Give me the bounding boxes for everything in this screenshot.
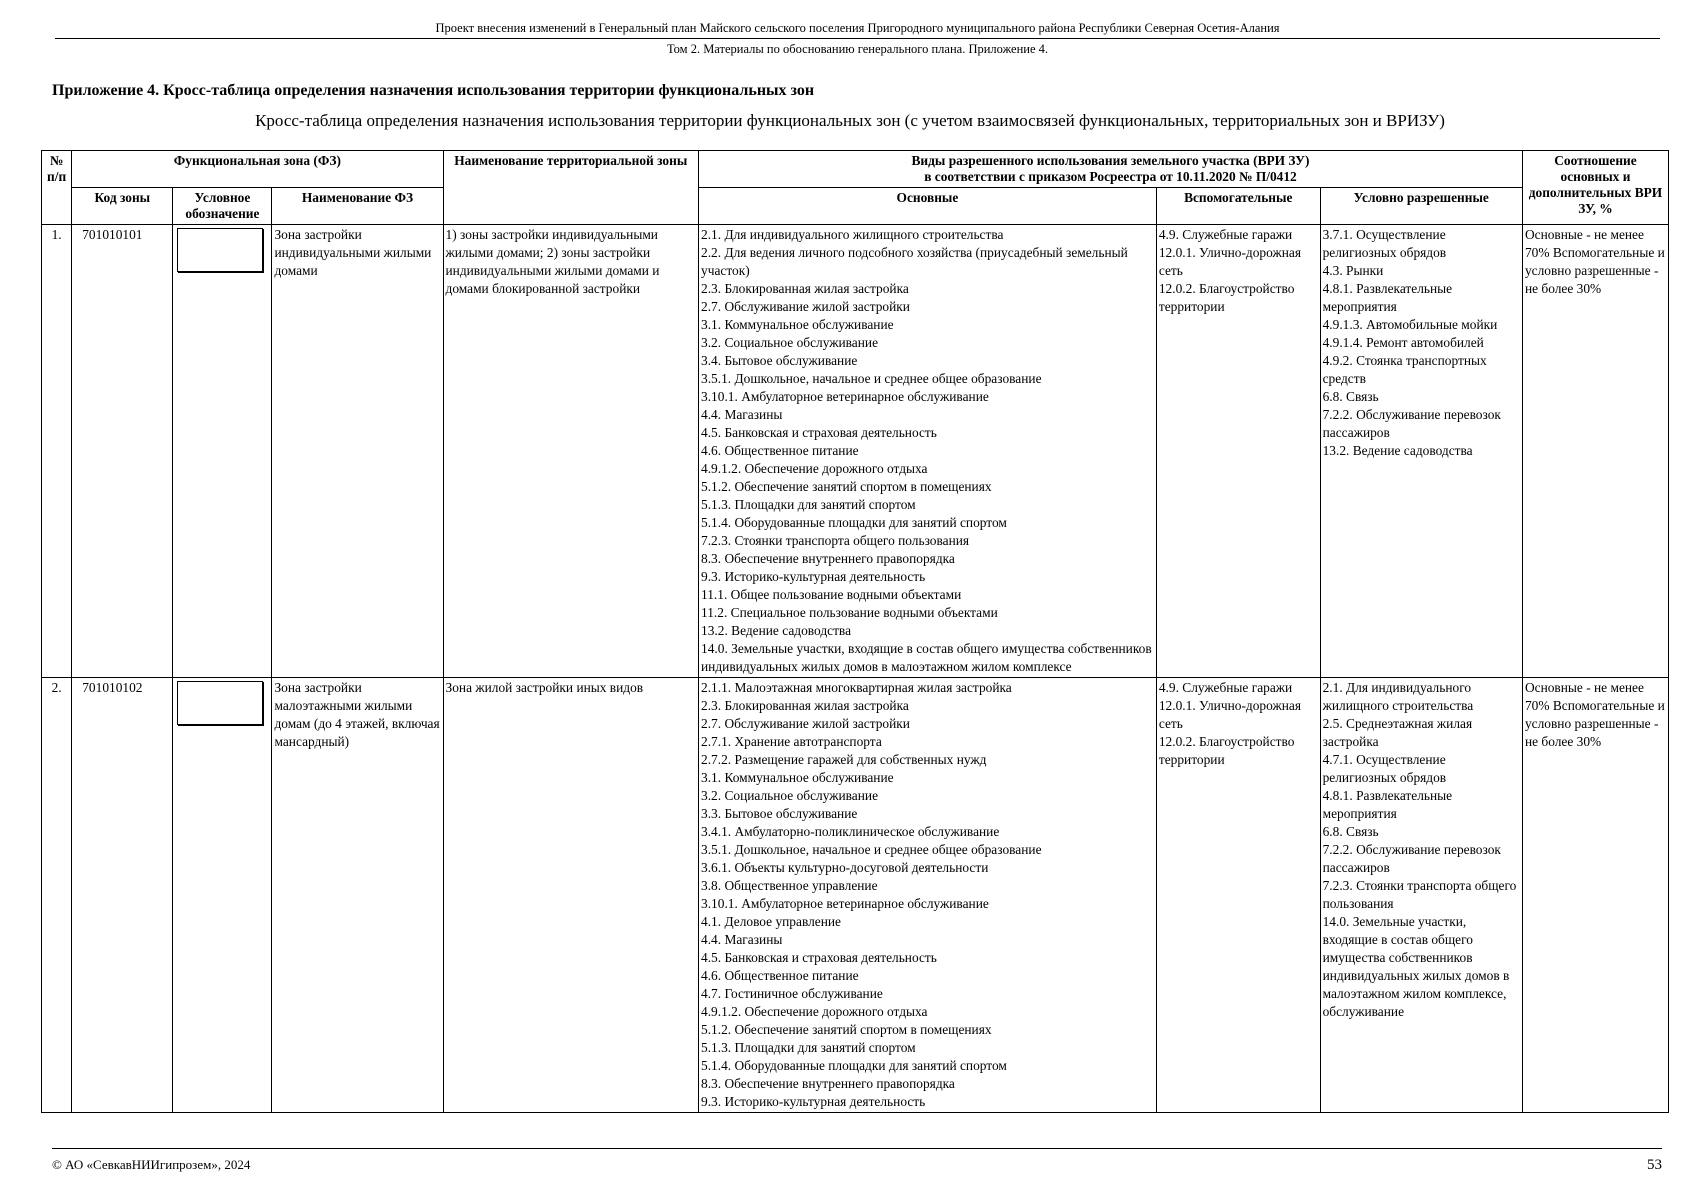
page-footer [52,1148,1662,1173]
table-row [42,678,1669,1113]
use-item: 4.8.1. Развлекательные мероприятия [1322,281,1453,314]
use-item: 4.6. Общественное питание [701,443,859,458]
use-item: 3.1. Коммунальное обслуживание [701,317,894,332]
use-item: 14.0. Земельные участки, входящие в состав общего имущества собственников индивидуальных жилых домов в малоэтажном жилом комплексе, обслуживание [1322,914,1510,1019]
use-item: 6.8. Связь [1322,389,1379,404]
use-item: 13.2. Ведение садоводства [1322,443,1473,458]
use-item: 4.9.2. Стоянка транспортных средств [1322,353,1487,386]
col-ratio-header: Соотношение основных и дополнительных ВРИ ЗУ, % [1522,151,1668,225]
col-num-header: № п/п [42,151,72,225]
use-item: 3.2. Социальное обслуживание [701,335,879,350]
use-item: 7.2.3. Стоянки транспорта общего пользования [1322,878,1517,911]
col-terr-zone-header: Наименование территориальной зоны [443,151,699,225]
header-project-title: Проект внесения изменений в Генеральный план Майского сельского поселения Пригородного муниципального района Республики Северная Осетия-Алания [55,20,1660,39]
use-item: 4.5. Банковская и страховая деятельность [701,425,937,440]
use-item: 3.10.1. Амбулаторное ветеринарное обслуживание [701,389,989,404]
page-header [55,20,1660,57]
use-item: 12.0.1. Улично-дорожная сеть [1158,245,1301,278]
col-fz-name-header: Наименование ФЗ [272,188,443,225]
use-item: 11.1. Общее пользование водными объектами [701,587,962,602]
row-num: 1. [42,225,72,678]
cross-table [41,150,1669,1113]
use-item: 2.7.1. Хранение автотранспорта [701,734,882,749]
main-uses [699,225,1157,678]
use-item: 7.2.2. Обслуживание перевозок пассажиров [1322,407,1501,440]
main-uses [699,678,1157,1113]
page-number: 53 [1647,1157,1662,1173]
table-title: Кросс-таблица определения назначения использования территории функциональных зон (с учетом взаимосвязей функциональных, территориальных зон и ВРИЗУ) [255,111,1445,130]
use-item: 13.2. Ведение садоводства [701,623,852,638]
appendix-title: Приложение 4. Кросс-таблица определения назначения использования территории функциональных зон [52,82,815,99]
use-item: 4.8.1. Развлекательные мероприятия [1322,788,1453,821]
territorial-zone: Зона жилой застройки иных видов [443,678,699,1113]
use-item: 3.1. Коммунальное обслуживание [701,770,894,785]
use-item: 3.7.1. Осуществление религиозных обрядов [1322,227,1447,260]
aux-uses [1156,225,1320,678]
use-item: 2.5. Среднеэтажная жилая застройка [1322,716,1473,749]
use-item: 5.1.2. Обеспечение занятий спортом в помещениях [701,1022,992,1037]
col-cond-header: Условно разрешенные [1320,188,1522,225]
use-item: 6.8. Связь [1322,824,1379,839]
use-item: 3.8. Общественное управление [701,878,878,893]
use-item: 5.1.3. Площадки для занятий спортом [701,1040,916,1055]
use-item: 2.2. Для ведения личного подсобного хозяйства (приусадебный земельный участок) [701,245,1128,278]
zone-code: 701010101 [72,225,173,678]
territorial-zone: 1) зоны застройки индивидуальными жилыми домами; 2) зоны застройки индивидуальными жилыми домами и домами блокированной застройки [443,225,699,678]
use-item: 2.1. Для индивидуального жилищного строительства [1322,680,1474,713]
zone-symbol-swatch [177,681,263,725]
use-item: 4.7.1. Осуществление религиозных обрядов [1322,752,1447,785]
aux-uses [1156,678,1320,1113]
use-item: 2.1. Для индивидуального жилищного строительства [701,227,1004,242]
use-item: 2.7. Обслуживание жилой застройки [701,299,910,314]
use-item: 4.9.1.2. Обеспечение дорожного отдыха [701,461,928,476]
use-item: 5.1.3. Площадки для занятий спортом [701,497,916,512]
use-item: 4.4. Магазины [701,407,783,422]
use-item: 12.0.2. Благоустройство территории [1158,281,1295,314]
ratio: Основные - не менее 70% Вспомогательные и условно разрешенные - не более 30% [1522,678,1668,1113]
use-item: 4.9. Служебные гаражи [1158,680,1293,695]
col-aux-header: Вспомогательные [1156,188,1320,225]
row-num: 2. [42,678,72,1113]
header-volume-title: Том 2. Материалы по обоснованию генерального плана. Приложение 4. [666,42,1049,56]
col-main-header: Основные [699,188,1157,225]
use-item: 8.3. Обеспечение внутреннего правопорядка [701,1076,955,1091]
use-item: 12.0.1. Улично-дорожная сеть [1158,698,1301,731]
use-item: 8.3. Обеспечение внутреннего правопорядка [701,551,955,566]
use-item: 2.1.1. Малоэтажная многоквартирная жилая застройка [701,680,1012,695]
ratio: Основные - не менее 70% Вспомогательные и условно разрешенные - не более 30% [1522,225,1668,678]
use-item: 4.7. Гостиничное обслуживание [701,986,883,1001]
use-item: 4.6. Общественное питание [701,968,859,983]
table-row [42,225,1669,678]
col-fz-header: Функциональная зона (ФЗ) [72,151,443,188]
use-item: 9.3. Историко-культурная деятельность [701,1094,926,1109]
use-item: 4.3. Рынки [1322,263,1384,278]
conditional-uses [1320,225,1522,678]
use-item: 9.3. Историко-культурная деятельность [701,569,926,584]
zone-symbol-cell [173,678,272,1113]
use-item: 4.4. Магазины [701,932,783,947]
col-code-header: Код зоны [72,188,173,225]
use-item: 3.2. Социальное обслуживание [701,788,879,803]
zone-symbol-cell [173,225,272,678]
use-item: 7.2.2. Обслуживание перевозок пассажиров [1322,842,1501,875]
use-item: 2.7. Обслуживание жилой застройки [701,716,910,731]
use-item: 14.0. Земельные участки, входящие в состав общего имущества собственников индивидуальных жилых домов в малоэтажном жилом комплексе [701,641,1152,674]
fz-name: Зона застройки индивидуальными жилыми домами [272,225,443,678]
use-item: 4.9.1.3. Автомобильные мойки [1322,317,1498,332]
use-item: 5.1.2. Обеспечение занятий спортом в помещениях [701,479,992,494]
use-item: 3.5.1. Дошкольное, начальное и среднее общее образование [701,842,1042,857]
use-item: 4.9.1.4. Ремонт автомобилей [1322,335,1484,350]
footer-copyright: © АО «СевкавНИИгипрозем», 2024 [52,1157,251,1172]
use-item: 3.4.1. Амбулаторно-поликлиническое обслуживание [701,824,1000,839]
zone-symbol-swatch [177,228,263,272]
use-item: 4.9. Служебные гаражи [1158,227,1293,242]
zone-code: 701010102 [72,678,173,1113]
use-item: 5.1.4. Оборудованные площадки для занятий спортом [701,515,1007,530]
use-item: 5.1.4. Оборудованные площадки для занятий спортом [701,1058,1007,1073]
use-item: 3.6.1. Объекты культурно-досуговой деятельности [701,860,989,875]
use-item: 3.4. Бытовое обслуживание [701,353,858,368]
use-item: 7.2.3. Стоянки транспорта общего пользования [701,533,970,548]
use-item: 12.0.2. Благоустройство территории [1158,734,1295,767]
use-item: 2.3. Блокированная жилая застройка [701,281,909,296]
use-item: 3.10.1. Амбулаторное ветеринарное обслуживание [701,896,989,911]
use-item: 3.5.1. Дошкольное, начальное и среднее общее образование [701,371,1042,386]
conditional-uses [1320,678,1522,1113]
use-item: 4.1. Деловое управление [701,914,841,929]
col-symbol-header: Условное обозначение [173,188,272,225]
col-vri-header [699,151,1523,188]
use-item: 2.3. Блокированная жилая застройка [701,698,909,713]
use-item: 3.3. Бытовое обслуживание [701,806,858,821]
table-body [42,225,1669,1113]
use-item: 4.9.1.2. Обеспечение дорожного отдыха [701,1004,928,1019]
vri-header-line2: в соответствии с приказом Росреестра от 10.11.2020 № П/0412 [924,169,1297,184]
use-item: 4.5. Банковская и страховая деятельность [701,950,937,965]
use-item: 11.2. Специальное пользование водными объектами [701,605,998,620]
use-item: 2.7.2. Размещение гаражей для собственных нужд [701,752,987,767]
fz-name: Зона застройки малоэтажными жилыми домам (до 4 этажей, включая мансардный) [272,678,443,1113]
vri-header-line1: Виды разрешенного использования земельного участка (ВРИ ЗУ) [911,153,1310,168]
